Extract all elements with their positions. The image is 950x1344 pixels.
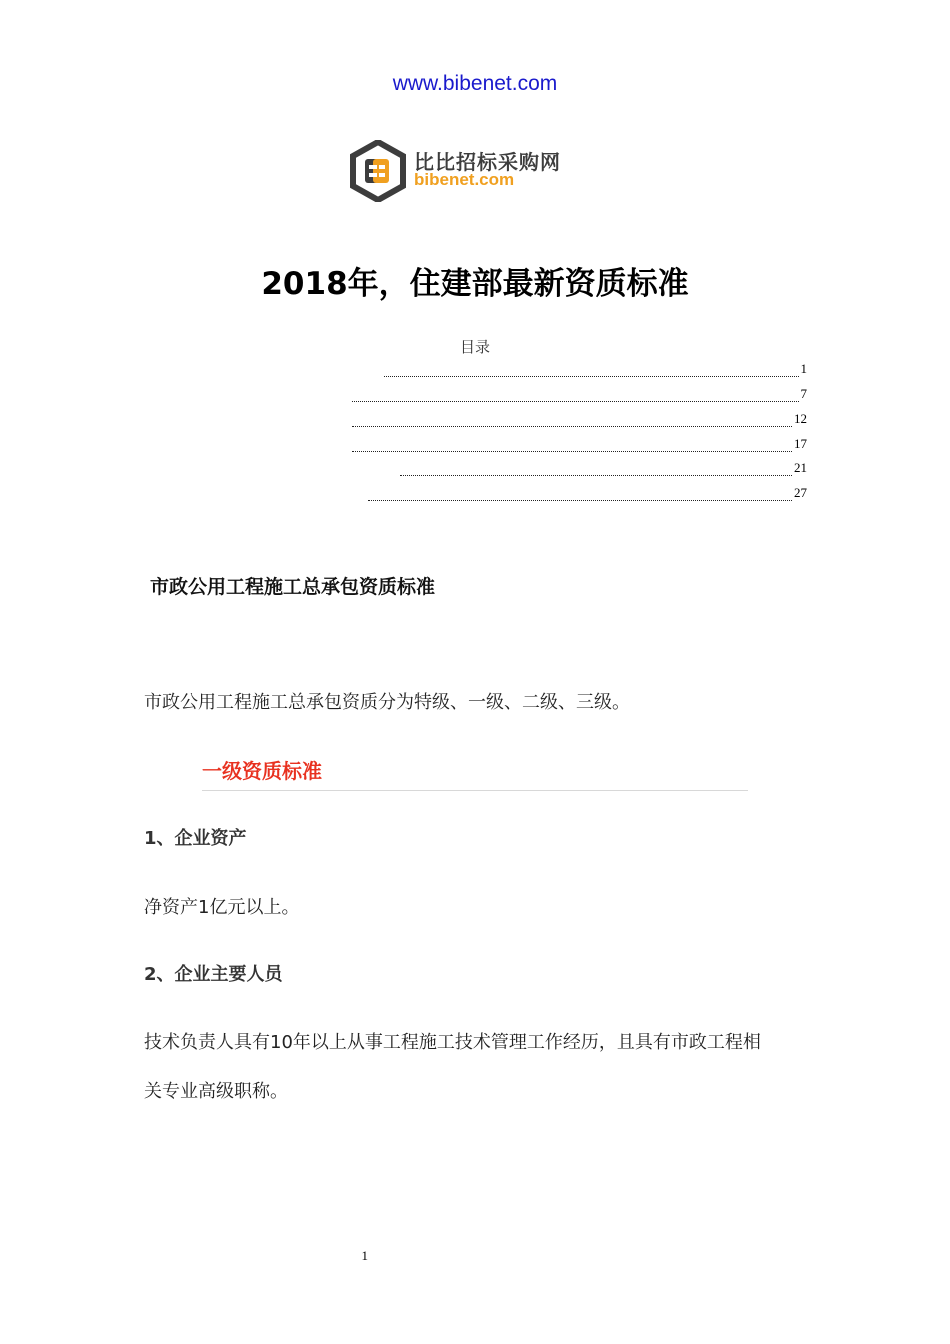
toc-leader	[352, 389, 799, 402]
logo-name-en: bibenet.com	[414, 170, 515, 189]
toc-leader	[352, 439, 792, 452]
section-title: 市政公用工程施工总承包资质标准	[150, 576, 436, 598]
site-logo	[350, 140, 600, 202]
intro-paragraph: 市政公用工程施工总承包资质分为特级、一级、二级、三级。	[144, 692, 630, 713]
item-heading: 2、企业主要人员	[144, 964, 283, 985]
toc-leader	[384, 364, 799, 377]
logo-hexagon-icon	[350, 140, 406, 202]
item-text: 技术负责人具有10年以上从事工程施工技术管理工作经历，且具有市政工程相	[144, 1032, 761, 1053]
document-title: 2018年，住建部最新资质标准	[261, 266, 689, 302]
toc-entry[interactable]	[384, 361, 807, 377]
toc-entry[interactable]	[368, 485, 807, 501]
item-text: 净资产1亿元以上。	[144, 897, 300, 918]
toc-page-number: 21	[794, 460, 807, 475]
divider	[202, 790, 748, 791]
toc-page-number: 1	[800, 361, 807, 376]
page-number: 1	[361, 1248, 368, 1263]
toc-leader	[368, 488, 792, 501]
toc-entry[interactable]	[352, 411, 807, 427]
logo-name-cn: 比比招标采购网	[414, 150, 561, 174]
toc-entry[interactable]	[400, 460, 807, 476]
item-text: 关专业高级职称。	[144, 1081, 288, 1102]
toc-page-number: 7	[800, 386, 807, 401]
website-url[interactable]: www.bibenet.com	[392, 72, 558, 95]
toc-page-number: 17	[794, 436, 807, 451]
toc-page-number: 27	[794, 485, 807, 500]
level-title: 一级资质标准	[202, 759, 322, 783]
toc-entry[interactable]	[352, 386, 807, 402]
item-heading: 1、企业资产	[144, 828, 247, 849]
toc-leader	[352, 414, 792, 427]
toc-leader	[400, 463, 792, 476]
toc-page-number: 12	[794, 411, 807, 426]
toc-entry[interactable]	[352, 436, 807, 452]
toc-heading: 目录	[459, 338, 490, 356]
